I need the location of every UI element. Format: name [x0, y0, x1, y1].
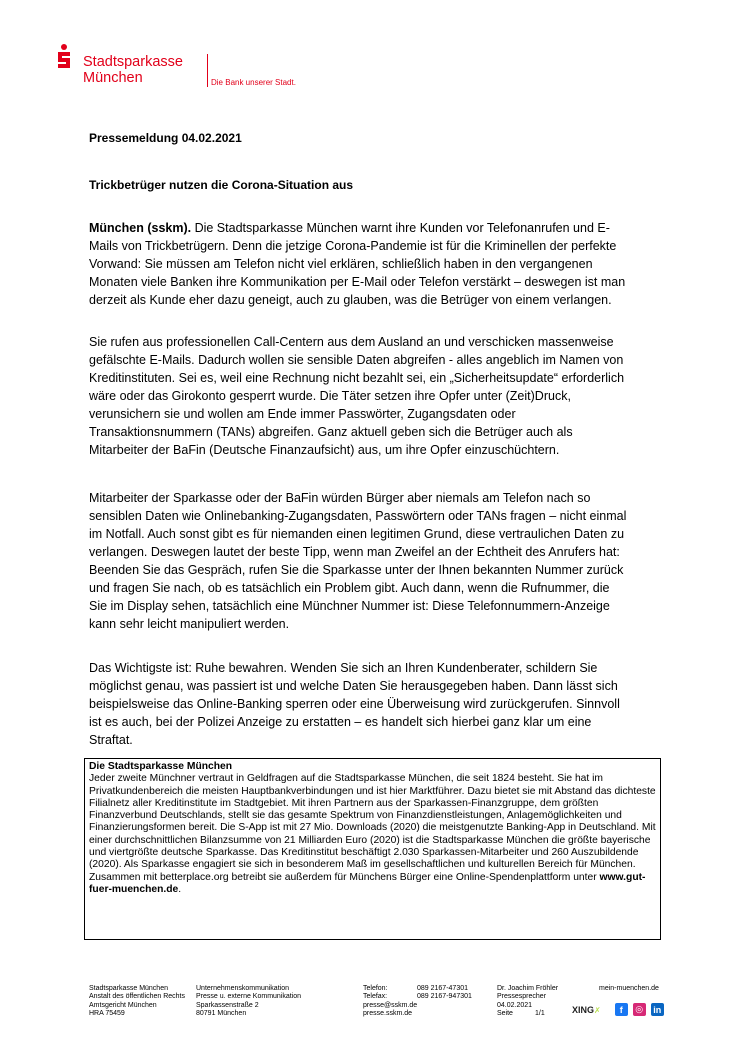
footer-spokesperson-title: Pressesprecher	[497, 993, 547, 1001]
about-box	[84, 758, 661, 940]
footer-col-contact	[363, 985, 472, 1019]
footer-phone-label: Telefon:	[363, 985, 388, 992]
press-release-date-heading: Pressemeldung 04.02.2021	[89, 131, 242, 145]
instagram-icon[interactable]: ◎	[633, 1003, 646, 1016]
footer-city: 80791 München	[196, 1010, 247, 1018]
footer-department: Unternehmenskommunikation	[196, 985, 289, 992]
footer-fax: 089 2167-947301	[417, 993, 472, 1001]
facebook-icon[interactable]: f	[615, 1003, 628, 1016]
footer-website[interactable]: mein-muenchen.de	[599, 985, 659, 992]
footer-register: HRA 75459	[89, 1010, 125, 1018]
xing-label: XING	[572, 1004, 595, 1015]
press-release-title: Trickbetrüger nutzen die Corona-Situation aus	[89, 178, 354, 192]
footer-press-site[interactable]: presse.sskm.de	[363, 1010, 413, 1018]
brand-slogan: Die Bank unserer Stadt.	[211, 78, 296, 87]
footer-page-number: 1/1	[535, 1010, 545, 1018]
brand-name-line1: Stadtsparkasse	[83, 54, 183, 70]
paragraph-3: Mitarbeiter der Sparkasse oder der BaFin würden Bürger aber niemals am Telefon nach so sensiblen Daten wie Onlinebanking-Zugangsdaten, Passwörtern oder TANs fragen – nicht einmal im Notfall. Auch sonst gibt es für niemanden einen legitimen Grund, diese vertraulichen Daten zu verlangen. Deswegen lautet der beste Tipp, wenn man Zweifel an der Echtheit des Anrufers hat: Beenden Sie das Gespräch, rufen Sie die Sparkasse unter der Ihnen bekannten Nummer zurück und fragen Sie nach, ob es tatsächlich ein Problem gibt. Auch dann, wenn die Rufnummer, die Sie im Display sehen, tatsächlich eine Münchner Nummer ist: Diese Telefonnummern-Anzeige kann sehr leicht manipuliert werden.	[89, 491, 627, 631]
paragraph-1	[89, 219, 629, 309]
paragraph-1-lead: München (sskm).	[89, 221, 192, 235]
about-box-title: Die Stadtsparkasse München	[89, 761, 233, 772]
paragraph-1-text: Die Stadtsparkasse München warnt ihre Kunden vor Telefonanrufen und E-Mails von Trickbetrügern. Denn die jetzige Corona-Pandemie ist für die Kriminellen der perfekte Vorwand: Sie müssen am Telefon nicht viel erklären, schließlich haben in den vergangenen Monaten viele Banken ihre Kommunikation per E-Mail oder Telefon verstärkt – deswegen ist man derzeit als Kunde eher dazu geneigt, auch zu glauben, was die Betrüger von einem verlangen.	[89, 221, 626, 307]
footer-legal-form: Anstalt des öffentlichen Rechts	[89, 993, 185, 1001]
paragraph-4: Das Wichtigste ist: Ruhe bewahren. Wenden Sie sich an Ihren Kundenberater, schildern Sie möglichst genau, was passiert ist und welche Daten Sie herausgegeben haben. Dann lässt sich beispielsweise das Online-Banking sperren oder eine Überweisung wird zurückgerufen. Sinnvoll ist es auch, bei der Polizei Anzeige zu erstatten – es handelt sich hierbei ganz klar um eine Straftat.	[89, 661, 620, 747]
sparkasse-s-icon	[57, 44, 71, 70]
footer-fax-label: Telefax:	[363, 993, 388, 1001]
footer-spokesperson-name: Dr. Joachim Fröhler	[497, 985, 559, 992]
footer-col-company	[89, 985, 185, 1019]
footer-company-name: Stadtsparkasse München	[89, 985, 168, 992]
logo-divider	[207, 54, 208, 87]
brand-name-line2: München	[83, 70, 143, 86]
brand-name	[83, 54, 183, 86]
footer-email[interactable]: presse@sskm.de	[363, 1001, 418, 1009]
paragraph-2: Sie rufen aus professionellen Call-Centern aus dem Ausland an und verschicken massenweise gefälschte E-Mails. Dadurch wollen sie sensible Daten abgreifen - alles angeblich im Namen von Kreditinstituten. Sei es, weil eine Rechnung nicht bezahlt sei, ein „Sicherheitsupdate“ erforderlich wäre oder das Girokonto gesperrt wurde. Die Täter setzen ihre Opfer unter (Zeit)Druck, verunsichern sie und wollen am Ende immer Passwörter, Zugangsdaten oder Transaktionsnummern (TANs) abgreifen. Ganz aktuell geben sich die Betrüger auch als Mitarbeiter der BaFin (Deutsche Finanzaufsicht) aus, um ihre Opfer einzuschüchtern.	[89, 335, 625, 457]
about-box-body: Jeder zweite Münchner vertraut in Geldfragen auf die Stadtsparkasse München, die seit 1824 besteht. Sie hat im Privatkundenbereich die meisten Hauptbankverbindungen und ist hier Marktführer. Dazu bietet sie mit Abstand das dichteste Filialnetz aller Kreditinstitute im Stadtgebiet. Mit ihren Partnern aus der Sparkassen-Finanzgruppe, dem größten Finanzverbund Deutschlands, stellt sie das gesamte Spektrum von Finanzdienstleistungen, Anlagemöglichkeiten und Finanzierungsformen bereit. Die S-App ist mit 27 Mio. Downloads (2020) die meistgenutzte Banking-App in Deutschland. Mit einer durchschnittlichen Bilanzsumme von 21 Milliarden Euro (2020) ist die Stadtsparkasse München die größte bayerische und viertgrößte deutsche Sparkasse. Das Kreditinstitut beschäftigt 2.030 Sparkassen-Mitarbeiter und 260 Auszubildende (2020). Als Sparkasse engagiert sie sich in besonderem Maß im gesellschaftlichen und kulturellen Bereich für München. Zusammen mit betterplace.org betreibt sie außerdem für Münchens Bürger eine Online-Spendenplattform unter	[89, 773, 656, 883]
xing-icon: ✗	[594, 1005, 601, 1015]
footer-court: Amtsgericht München	[89, 1001, 157, 1009]
footer-col-spokesperson	[497, 985, 558, 1019]
social-links	[572, 1003, 664, 1016]
linkedin-icon[interactable]: in	[651, 1003, 664, 1016]
xing-link[interactable]	[572, 1005, 601, 1015]
about-box-link[interactable]: www.gut-fuer-muenchen.de	[89, 871, 646, 895]
footer-street: Sparkassenstraße 2	[196, 1001, 259, 1009]
footer-page-label: Seite	[497, 1010, 513, 1018]
footer-phone[interactable]: 089 2167-47301	[417, 985, 468, 992]
footer-subdepartment: Presse u. externe Kommunikation	[196, 993, 302, 1001]
footer-date: 04.02.2021	[497, 1001, 533, 1009]
about-box-text	[89, 773, 656, 895]
footer-col-department	[196, 985, 301, 1019]
about-box-end: .	[178, 883, 182, 895]
